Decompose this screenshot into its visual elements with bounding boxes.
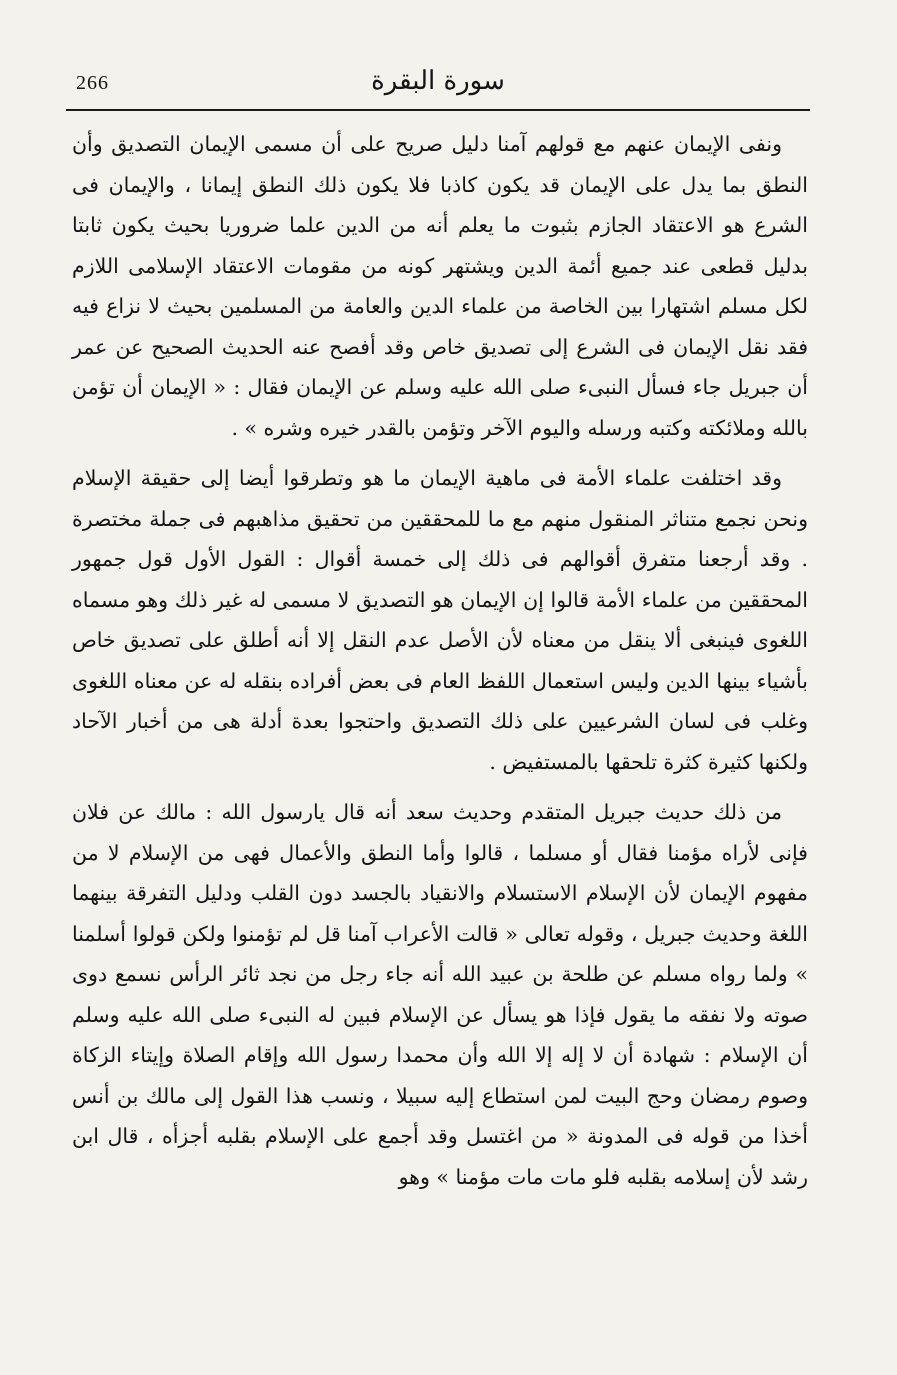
page-number: 266 — [76, 72, 109, 94]
page-header — [68, 62, 808, 106]
paragraph-3: من ذلك حديث جبريل المتقدم وحديث سعد أنه قال يارسول الله : مالك عن فلان فإنى لأراه مؤمنا فقال أو مسلما ، قالوا وأما النطق والأعمال فهى من الإسلام لا من مفهوم الإيمان لأن الإسلام الاستسلام والانقياد بالجسد دون القلب ودليل التفرقة بينهما اللغة وحديث جبريل ، وقوله تعالى « قالت الأعراب آمنا قل لم تؤمنوا ولكن قولوا أسلمنا » ولما رواه مسلم عن طلحة بن عبيد الله أنه جاء رجل من نجد ثائر الرأس نسمع دوى صوته ولا نفقه ما يقول فإذا هو يسأل عن الإسلام فبين له النبىء صلى الله عليه وسلم أن الإسلام : شهادة أن لا إله إلا الله وأن محمدا رسول الله وإقام الصلاة وإيتاء الزكاة وصوم رمضان وحج البيت لمن استطاع إليه سبيلا ، ونسب هذا القول إلى مالك بن أنس أخذا من قوله فى المدونة « من اغتسل وقد أجمع على الإسلام بقلبه أجزأه ، قال ابن رشد لأن إسلامه بقلبه فلو مات مات مؤمنا » وهو — [72, 800, 808, 1189]
page-body — [72, 124, 808, 1197]
surah-title: سورة البقرة — [371, 66, 505, 96]
paragraph-1: ونفى الإيمان عنهم مع قولهم آمنا دليل صريح على أن مسمى الإيمان التصديق وأن النطق بما يدل على الإيمان قد يكون كاذبا فلا يكون ذلك النطق إيمانا ، والإيمان فى الشرع هو الاعتقاد الجازم بثبوت ما يعلم أنه من الدين علما ضروريا بحيث يكون ثابتا بدليل قطعى عند جميع أئمة الدين ويشتهر كونه من مقومات الاعتقاد الإسلامى اللازم لكل مسلم اشتهارا بين الخاصة من علماء الدين والعامة من المسلمين بحيث لا نزاع فيه فقد نقل الإيمان فى الشرع إلى تصديق خاص وقد أفصح عنه الحديث الصحيح عن عمر أن جبريل جاء فسأل النبىء صلى الله عليه وسلم عن الإيمان فقال : « الإيمان أن تؤمن بالله وملائكته وكتبه ورسله واليوم الآخر وتؤمن بالقدر خيره وشره » . — [72, 132, 808, 440]
header-divider — [66, 109, 810, 111]
paragraph-2: وقد اختلفت علماء الأمة فى ماهية الإيمان ما هو وتطرقوا أيضا إلى حقيقة الإسلام ونحن نجمع متناثر المنقول منهم مع ما للمحققين من تحقيق مذاهبهم فى جملة مختصرة . وقد أرجعنا متفرق أقوالهم فى ذلك إلى خمسة أقوال : القول الأول قول جمهور المحققين من علماء الأمة قالوا إن الإيمان هو التصديق لا مسمى له غير ذلك وهو مسماه اللغوى فينبغى ألا ينقل من معناه لأن الأصل عدم النقل إلا أنه أطلق على تصديق خاص بأشياء بينها الدين وليس استعمال اللفظ العام فى بعض أفراده بنقله له عن معناه اللغوى وغلب فى لسان الشرعيين على ذلك التصديق واحتجوا بعدة أدلة هى من أخبار الآحاد ولكنها كثيرة كثرة تلحقها بالمستفيض . — [72, 466, 808, 774]
